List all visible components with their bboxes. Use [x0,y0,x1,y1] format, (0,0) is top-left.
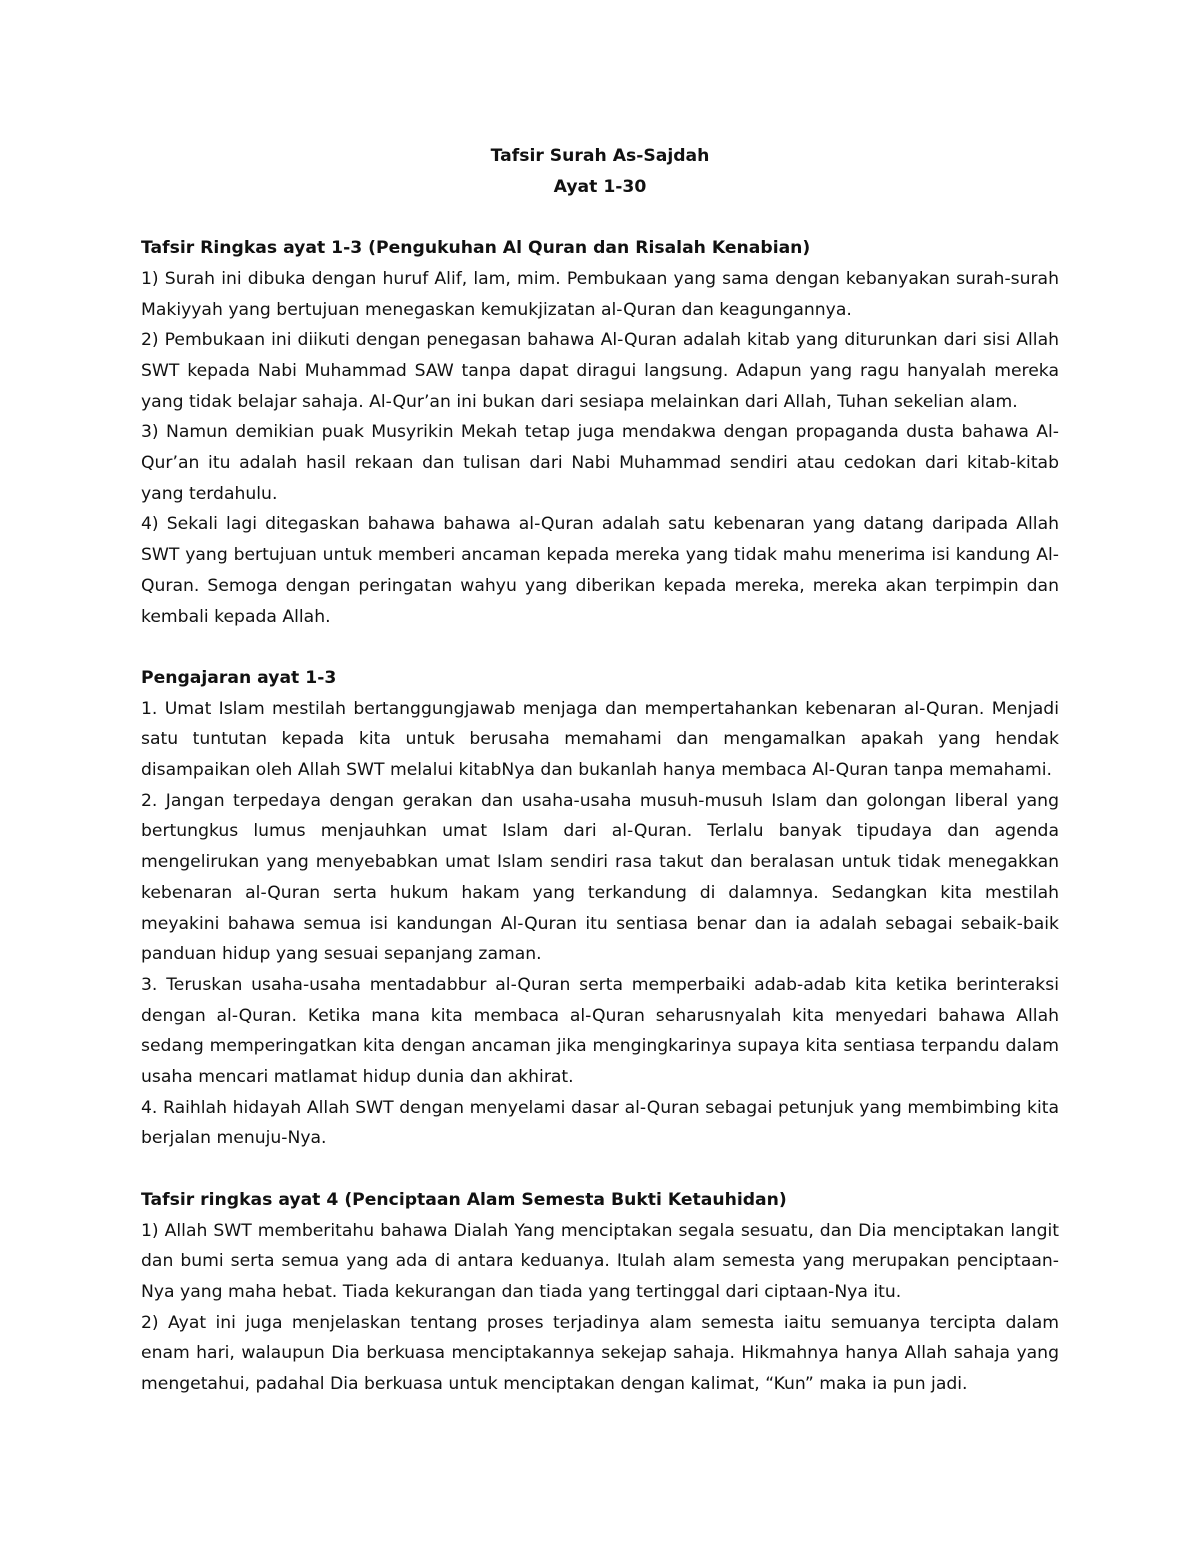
paragraph: 4. Raihlah hidayah Allah SWT dengan menyelami dasar al-Quran sebagai petunjuk yang membimbing kita berjalan menuju-Nya. [141,1097,1059,1149]
blank-line [141,1154,1059,1185]
blank-line [141,632,1059,663]
document-title: Tafsir Surah As-Sajdah [490,146,710,166]
blank-line [141,202,1059,233]
paragraph: 1. Umat Islam mestilah bertanggungjawab menjaga dan mempertahankan kebenaran al-Quran. Menjadi satu tuntutan kepada kita untuk berusaha memahami dan mengamalkan apakah yang hendak disampaikan oleh Allah SWT melalui kitabNya dan bukanlah hanya membaca Al-Quran tanpa memahami. [141,698,1059,781]
section-heading: Tafsir ringkas ayat 4 (Penciptaan Alam Semesta Bukti Ketauhidan) [141,1189,787,1210]
paragraph: 3) Namun demikian puak Musyrikin Mekah tetap juga mendakwa dengan propaganda dusta bahawa Al-Qur’an itu adalah hasil rekaan dan tulisan dari Nabi Muhammad sendiri atau cedokan dari kitab-kitab yang terdahulu. [141,422,1059,504]
paragraph: 1) Surah ini dibuka dengan huruf Alif, lam, mim. Pembukaan yang sama dengan kebanyakan surah-surah Makiyyah yang bertujuan menegaskan kemukjizatan al-Quran dan keagungannya. [141,268,1059,320]
paragraph: 3. Teruskan usaha-usaha mentadabbur al-Quran serta memperbaiki adab-adab kita ketika berinteraksi dengan al-Quran. Ketika mana kita membaca al-Quran seharusnyalah kita menyedari bahawa Allah sedang memperingatkan kita dengan ancaman jika mengingkarinya supaya kita sentiasa terpandu dalam usaha mencari matlamat hidup dunia dan akhirat. [141,974,1059,1088]
paragraph: 2) Ayat ini juga menjelaskan tentang proses terjadinya alam semesta iaitu semuanya tercipta dalam enam hari, walaupun Dia berkuasa menciptakannya sekejap sahaja. Hikmahnya hanya Allah sahaja yang mengetahui, padahal Dia berkuasa untuk menciptakan dengan kalimat, “Kun” maka ia pun jadi. [141,1312,1059,1395]
section-heading: Tafsir Ringkas ayat 1-3 (Pengukuhan Al Quran dan Risalah Kenabian) [141,238,811,259]
title-block [141,141,1059,202]
section-tafsir-ayat-1-3 [141,233,1059,632]
section-tafsir-ayat-4 [141,1185,1059,1400]
section-pengajaran-ayat-1-3 [141,663,1059,1154]
document-subtitle: Ayat 1-30 [553,176,647,197]
section-heading: Pengajaran ayat 1-3 [141,667,337,688]
paragraph: 2) Pembukaan ini diikuti dengan penegasan bahawa Al-Quran adalah kitab yang diturunkan dari sisi Allah SWT kepada Nabi Muhammad SAW tanpa dapat diragui langsung. Adapun yang ragu hanyalah mereka yang tidak belajar sahaja. Al-Qur’an ini bukan dari sesiapa melainkan dari Allah, Tuhan sekelian alam. [141,330,1059,412]
paragraph: 1) Allah SWT memberitahu bahawa Dialah Yang menciptakan segala sesuatu, dan Dia menciptakan langit dan bumi serta semua yang ada di antara keduanya. Itulah alam semesta yang merupakan penciptaan-Nya yang maha hebat. Tiada kekurangan dan tiada yang tertinggal dari ciptaan-Nya itu. [141,1220,1059,1302]
document-body [141,141,1059,1400]
paragraph: 2. Jangan terpedaya dengan gerakan dan usaha-usaha musuh-musuh Islam dan golongan liberal yang bertungkus lumus menjauhkan umat Islam dari al-Quran. Terlalu banyak tipudaya dan agenda mengelirukan yang menyebabkan umat Islam sendiri rasa takut dan beralasan untuk tidak menegakkan kebenaran al-Quran serta hukum hakam yang terkandung di dalamnya. Sedangkan kita mestilah meyakini bahawa semua isi kandungan Al-Quran itu sentiasa benar dan ia adalah sebagai sebaik-baik panduan hidup yang sesuai sepanjang zaman. [141,790,1059,965]
paragraph: 4) Sekali lagi ditegaskan bahawa bahawa al-Quran adalah satu kebenaran yang datang daripada Allah SWT yang bertujuan untuk memberi ancaman kepada mereka yang tidak mahu menerima isi kandung Al-Quran. Semoga dengan peringatan wahyu yang diberikan kepada mereka, mereka akan terpimpin dan kembali kepada Allah. [141,514,1059,627]
